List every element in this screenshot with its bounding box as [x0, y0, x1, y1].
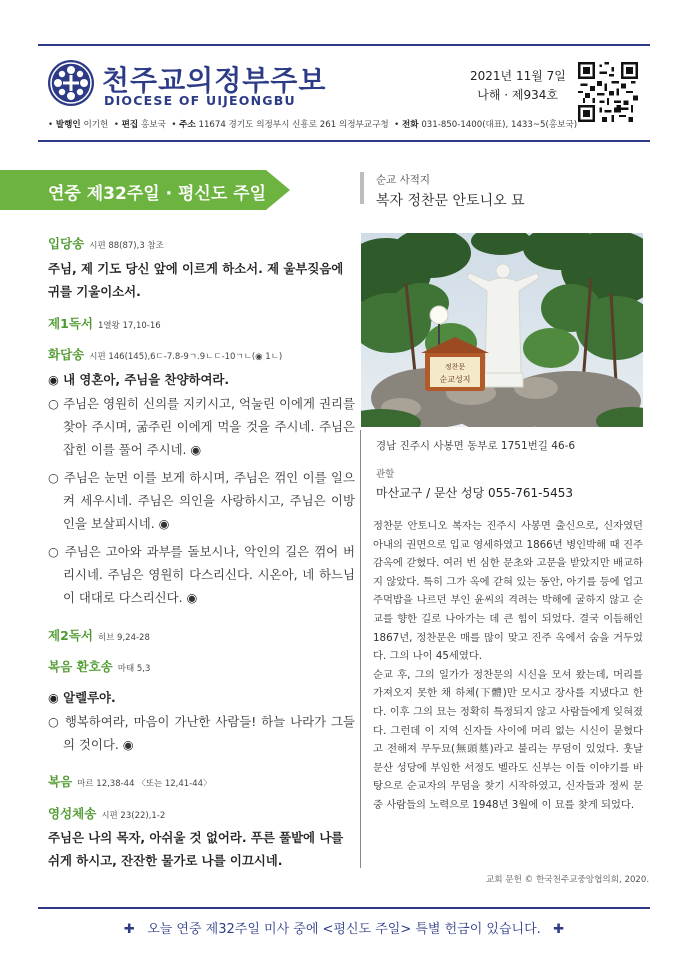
shrine-photo [361, 233, 643, 427]
shrine-address: 경남 진주시 사봉면 동부로 1751번길 46-6 [376, 440, 576, 452]
footer-notice-text: 오늘 연중 제32주일 미사 중에 <평신도 주일> 특별 헌금이 있습니다. [147, 922, 541, 937]
cross-icon: ✚ [553, 922, 565, 937]
second-reading-ref: 히브 9,24-28 [97, 633, 150, 643]
editor-label: 편집 [121, 120, 139, 130]
footer-rule [38, 907, 650, 909]
publisher-value: 이기헌 [83, 120, 109, 130]
editor-value: 홍보국 [140, 120, 166, 130]
entrance-antiphon-heading [48, 234, 164, 252]
psalm-verse-2: ○ 주님은 눈먼 이를 보게 하시며, 주님은 꺾인 이를 일으켜 세우시네. 주님은 의인을 사랑하시고, 주님은 이방인을 보살피시네. ◉ [48, 470, 355, 531]
gospel-acclamation-verse: ○ 행복하여라, 마음이 가난한 사람들! 하늘 나라가 그들의 것이다. ◉ [48, 714, 355, 752]
psalm-ref: 시편 146(145),6ㄷ-7.8-9ㄱ.9ㄴㄷ-10ㄱㄴ(◉ 1ㄴ) [89, 352, 283, 362]
jurisdiction-label: 관할 [376, 469, 395, 480]
phone-label: 전화 [401, 120, 419, 130]
second-reading-heading [48, 626, 150, 644]
martyr-title: 복자 정찬문 안토니오 묘 [376, 193, 525, 209]
source-credit: 교회 문헌 © 한국천주교중앙협의회, 2020. [486, 875, 650, 885]
first-reading-ref: 1열왕 17,10-16 [97, 321, 161, 331]
footer-notice [0, 918, 688, 937]
martyr-story-paragraph-1: 정찬문 안토니오 복자는 진주시 사봉면 출신으로, 신자였던 아내의 권면으로 입교 영세하였고 1866년 병인박해 때 진주 감옥에 갇혔다. 여러 번 심한 문초와 고문을 받았지만 배교하지 않았다. 특히 그가 옥에 갇혀 있는 동안, 아기를 등에 업고 주먹밥을 나르던 부인 윤씨의 격려는 박해에 굴하지 않고 순교를 향한 길로 나아가는 데 큰 힘이 되었다. 결국 이듬해인 1867년, 정찬문은 매를 많이 맞고 진주 옥에서 숨을 거두었다. 그의 나이 45세였다. [373, 520, 643, 663]
address-value: 11674 경기도 의정부시 신흥로 261 의정부교구청 [198, 120, 389, 130]
martyr-category: 순교 사적지 [376, 174, 431, 186]
cross-icon: ✚ [123, 922, 135, 937]
address-label: 주소 [179, 120, 196, 130]
communion-label: 영성체송 [48, 806, 97, 821]
masthead-line: • 발행인 이기헌 • 편집 홍보국 • 주소 11674 경기도 의정부시 신흥로 261 의정부교구청 • 전화 031-850-1400(대표), 1433~5(홍보국) [48, 120, 578, 130]
psalm-verse-3: ○ 주님은 고아와 과부를 돌보시나, 악인의 길은 꺾어 버리시네. 주님은 영원히 다스리신다. 시온아, 네 하느님이 대대로 다스리신다. ◉ [48, 544, 355, 605]
top-rule [38, 44, 650, 46]
diocese-logo-icon [48, 60, 94, 106]
second-reading-label: 제2독서 [48, 628, 93, 643]
sunday-title: 연중 제32주일 · 평신도 주일 [48, 184, 267, 204]
gospel-acclamation-ref: 마태 5,3 [117, 664, 151, 674]
psalm-label: 화답송 [48, 347, 85, 362]
gospel-ref: 마르 12,38-44 〈또는 12,41-44〉 [77, 779, 212, 789]
issue-date: 2021년 11월 7일 [470, 69, 566, 83]
jurisdiction-value: 마산교구 / 문산 성당 055-761-5453 [376, 486, 574, 500]
communion-antiphon-heading [48, 804, 165, 822]
gospel-acclamation-response: ◉ 알렐루야. [48, 690, 116, 705]
gospel-label: 복음 [48, 774, 73, 789]
first-reading-heading [48, 314, 161, 332]
entrance-ref: 시편 88(87),3 참조 [89, 241, 164, 251]
communion-ref: 시편 23(22),1-2 [101, 811, 166, 821]
issue-number: 나해 · 제934호 [477, 88, 558, 102]
entrance-antiphon-text: 주님, 제 기도 당신 앞에 이르게 하소서. 제 울부짖음에 귀를 기울이소서. [48, 261, 344, 299]
publication-subtitle: DIOCESE OF UIJEONGBU [104, 93, 296, 108]
header-rule [38, 140, 650, 142]
svg-text:순교성지: 순교성지 [439, 375, 471, 384]
phone-value: 031-850-1400(대표), 1433~5(홍보국) [421, 120, 578, 130]
psalm-response: ◉ 내 영혼아, 주님을 찬양하여라. [48, 372, 230, 387]
gospel-heading [48, 772, 212, 790]
publication-title: 천주교의정부주보 [102, 64, 327, 97]
martyr-story [373, 517, 643, 815]
gospel-acclamation-label: 복음 환호송 [48, 659, 113, 674]
column-divider [360, 430, 361, 868]
communion-antiphon-text: 주님은 나의 목자, 아쉬울 것 없어라. 푸른 풀밭에 나를 쉬게 하시고, 잔잔한 물가로 나를 이끄시네. [48, 830, 344, 868]
entrance-label: 입당송 [48, 236, 85, 251]
psalm-heading [48, 345, 282, 363]
gospel-acclamation-heading [48, 657, 150, 675]
publisher-label: 발행인 [55, 120, 81, 130]
qr-code-icon[interactable] [578, 62, 638, 122]
svg-text:정찬문: 정찬문 [444, 363, 466, 371]
first-reading-label: 제1독서 [48, 316, 93, 331]
psalm-verse-1: ○ 주님은 영원히 신의를 지키시고, 억눌린 이에게 권리를 찾아 주시며, 굶주린 이에게 먹을 것을 주시네. 주님은 잡힌 이를 풀어 주시네. ◉ [48, 396, 355, 457]
section-marker [360, 172, 364, 204]
martyr-story-paragraph-2: 순교 후, 그의 일가가 정찬문의 시신을 모셔 왔는데, 머리를 가져오지 못한 채 하체(下體)만 모시고 장사를 지냈다고 한다. 이후 그의 묘는 정확히 특정되지 않고 사람들에게 잊혀졌다. 그런데 이 지역 신자들 사이에 머리 없는 시신이 묻혔다고 전해져 무두묘(無頭墓)라고 불리는 무덤이 있었다. 훗날 문산 성당에 부임한 서정도 벨라도 신부는 이들 이야기를 바탕으로 순교자의 무덤을 찾기 시작하였고, 신자들과 정씨 문중 사람들의 노력으로 1948년 3월에 이 묘를 찾게 되었다. [373, 668, 643, 811]
